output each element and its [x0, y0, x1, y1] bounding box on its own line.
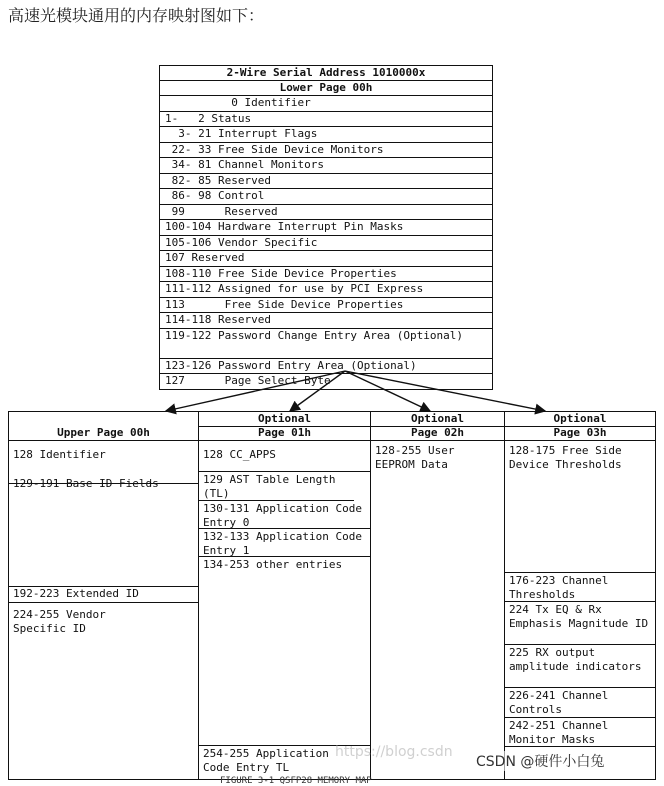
lower-row: 123-126 Password Entry Area (Optional): [160, 359, 492, 375]
map-cell: 128 Identifier: [9, 446, 198, 484]
map-cell: 128-255 User EEPROM Data: [375, 444, 455, 471]
map-cell: 129 AST Table Length (TL): [199, 471, 354, 501]
map-cell: 224-255 Vendor Specific ID: [13, 608, 106, 635]
page-03h-optional-label: Optional: [505, 412, 655, 427]
lower-row: 114-118 Reserved: [160, 313, 492, 329]
page-01h-header: Page 01h: [199, 426, 370, 441]
map-cell: 128-175 Free Side Device Thresholds: [505, 442, 655, 573]
optional-page-01h-column: [198, 411, 371, 780]
map-cell: 242-251 Channel Monitor Masks: [505, 717, 655, 747]
page-heading: 高速光模块通用的内存映射图如下：: [8, 6, 265, 25]
map-cell: 134-253 other entries: [199, 556, 370, 746]
lower-table-subtitle: Lower Page 00h: [160, 81, 492, 96]
map-cell: 192-223 Extended ID: [9, 587, 198, 603]
page-02h-optional-label: Optional: [371, 412, 504, 427]
optional-page-03h-column: [504, 411, 656, 780]
watermark-url: https://blog.csdn: [335, 744, 453, 760]
lower-row: 99 Reserved: [160, 205, 492, 221]
lower-row: 113 Free Side Device Properties: [160, 298, 492, 314]
upper-page-00h-header: Upper Page 00h: [9, 412, 198, 441]
lower-row: 107 Reserved: [160, 251, 492, 267]
page-01h-optional-label: Optional: [199, 412, 370, 427]
lower-row: 82- 85 Reserved: [160, 174, 492, 190]
lower-row: 86- 98 Control: [160, 189, 492, 205]
map-cell: 254-255 Application Code Entry TL: [203, 747, 329, 774]
lower-row: 127 Page Select Byte: [165, 374, 331, 387]
lower-row: 0 Identifier: [160, 96, 492, 112]
csdn-credit: CSDN @硬件小白兔: [476, 751, 604, 771]
figure-caption: FIGURE 3-1 QSFP28 MEMORY MAP: [220, 776, 372, 786]
map-cell: 128 CC_APPS: [199, 446, 370, 472]
map-cell: 130-131 Application Code Entry 0: [199, 500, 370, 529]
page-03h-header: Page 03h: [505, 426, 655, 441]
map-cell: 226-241 Channel Controls: [505, 687, 655, 718]
lower-row: 105-106 Vendor Specific: [160, 236, 492, 252]
optional-page-02h-column: [370, 411, 505, 780]
lower-row: 108-110 Free Side Device Properties: [160, 267, 492, 283]
map-cell: 132-133 Application Code Entry 1: [199, 528, 370, 557]
arrow-to-page-02h: [345, 371, 430, 411]
lower-row: 34- 81 Channel Monitors: [160, 158, 492, 174]
map-cell: 176-223 Channel Thresholds: [505, 572, 655, 602]
upper-page-00h-column: [8, 411, 199, 780]
lower-row: 3- 21 Interrupt Flags: [160, 127, 492, 143]
lower-row: 22- 33 Free Side Device Monitors: [160, 143, 492, 159]
lower-row: 119-122 Password Change Entry Area (Optional): [160, 329, 492, 359]
lower-row: 1- 2 Status: [160, 112, 492, 128]
lower-table-title: 2-Wire Serial Address 1010000x: [160, 66, 492, 81]
map-cell: 129-191 Base ID Fields: [9, 475, 198, 587]
lower-row: 100-104 Hardware Interrupt Pin Masks: [160, 220, 492, 236]
page-02h-header: Page 02h: [371, 426, 504, 441]
lower-row: 111-112 Assigned for use by PCI Express: [160, 282, 492, 298]
map-cell: 225 RX output amplitude indicators: [505, 644, 655, 688]
arrow-to-page-03h: [345, 371, 545, 411]
map-cell: 224 Tx EQ & Rx Emphasis Magnitude ID: [505, 601, 655, 645]
